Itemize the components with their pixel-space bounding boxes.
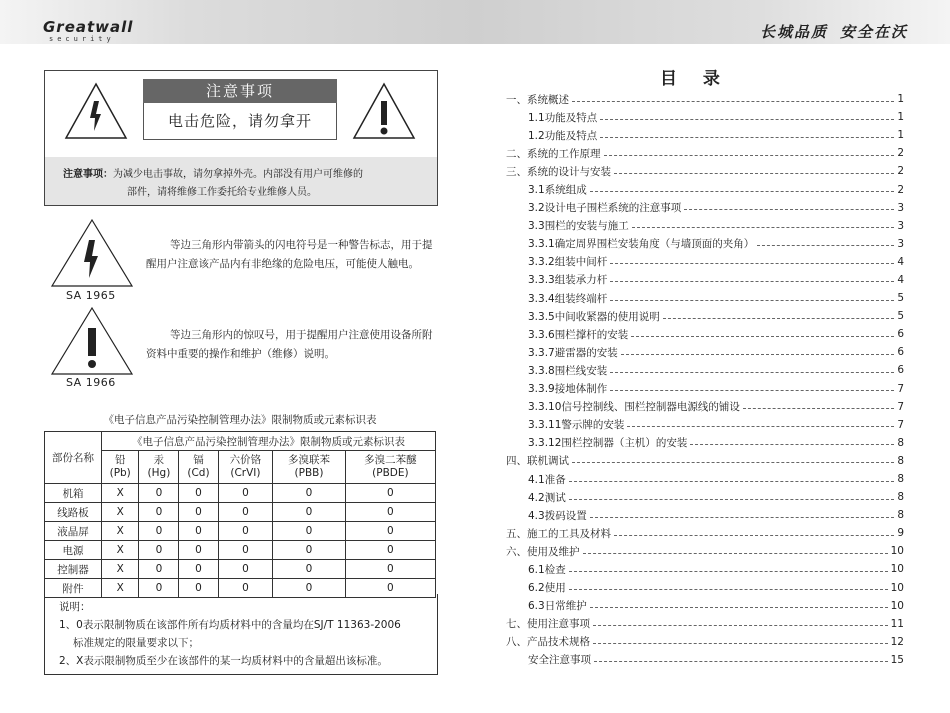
toc-entry-label: 3.3.3组装承力杆 bbox=[528, 274, 608, 287]
substance-cell: 0 bbox=[179, 579, 218, 598]
column-header-cn: 汞 bbox=[153, 454, 165, 466]
substance-cell: 0 bbox=[139, 484, 179, 503]
substance-cell: 0 bbox=[139, 541, 179, 560]
toc-entry-label: 4.1准备 bbox=[528, 473, 566, 486]
table-row bbox=[45, 560, 436, 579]
column-header bbox=[273, 451, 345, 484]
toc-entry-label: 六、使用及维护 bbox=[506, 545, 580, 558]
toc-entry[interactable] bbox=[506, 271, 904, 289]
toc-leader bbox=[743, 408, 894, 409]
column-header-cn: 多溴二苯醚 bbox=[364, 454, 417, 466]
toc-leader bbox=[569, 589, 888, 590]
toc-leader bbox=[600, 119, 894, 120]
substance-cell: 0 bbox=[273, 541, 345, 560]
toc-entry[interactable] bbox=[506, 542, 904, 560]
substance-cell: 0 bbox=[345, 503, 435, 522]
toc-entry-page: 2 bbox=[897, 183, 904, 196]
toc-entry-label: 6.3日常维护 bbox=[528, 600, 587, 613]
toc-entry-label: 七、使用注意事项 bbox=[506, 618, 590, 631]
slogan-part-1: 长城品质 bbox=[759, 23, 828, 41]
toc-leader bbox=[572, 462, 894, 463]
toc-entry-label: 4.2测试 bbox=[528, 491, 566, 504]
notes-title: 说明： bbox=[59, 601, 91, 613]
toc-entry[interactable] bbox=[506, 289, 904, 307]
toc-leader bbox=[593, 643, 888, 644]
toc-entry[interactable] bbox=[506, 307, 904, 325]
toc-entry-page: 4 bbox=[897, 273, 904, 286]
part-name-cell: 液晶屏 bbox=[45, 522, 102, 541]
toc-entry-label: 3.3.2组装中间杆 bbox=[528, 256, 608, 269]
toc-leader bbox=[632, 227, 895, 228]
substance-cell: 0 bbox=[273, 560, 345, 579]
toc-entry[interactable] bbox=[506, 560, 904, 578]
substance-cell: 0 bbox=[273, 503, 345, 522]
toc-leader bbox=[590, 607, 888, 608]
substance-cell: 0 bbox=[345, 560, 435, 579]
toc-leader bbox=[757, 245, 894, 246]
toc-entry-page: 12 bbox=[890, 635, 904, 648]
column-header-en: (Hg) bbox=[147, 467, 171, 479]
substance-cell: 0 bbox=[218, 522, 273, 541]
substance-cell: 0 bbox=[179, 522, 218, 541]
toc-entry-label: 3.3.4组装终端杆 bbox=[528, 292, 608, 305]
toc-entry-page: 7 bbox=[897, 418, 904, 431]
substance-cell: 0 bbox=[218, 541, 273, 560]
toc-leader bbox=[594, 661, 888, 662]
toc-entry-page: 8 bbox=[897, 454, 904, 467]
toc-entry[interactable] bbox=[506, 651, 904, 669]
warning-note-label: 注意事项： bbox=[63, 169, 113, 180]
substance-cell: 0 bbox=[218, 503, 273, 522]
warning-message: 电击危险，请勿拿开 bbox=[143, 103, 337, 140]
toc-leader bbox=[593, 625, 888, 626]
toc-entry-page: 7 bbox=[897, 400, 904, 413]
hazardous-substance-table bbox=[44, 431, 436, 598]
toc-entry[interactable] bbox=[506, 199, 904, 217]
toc-entry-page: 9 bbox=[897, 527, 904, 540]
column-header-cn: 六价铬 bbox=[229, 454, 262, 466]
symbol-desc-2: 等边三角形内的惊叹号，用于提醒用户注意使用设备所附资料中重要的操作和维护（维修）说明。 bbox=[146, 329, 433, 360]
toc-leader bbox=[590, 517, 895, 518]
toc-entry-label: 3.2设计电子围栏系统的注意事项 bbox=[528, 202, 682, 215]
part-name-cell: 控制器 bbox=[45, 560, 102, 579]
substance-cell: 0 bbox=[273, 522, 345, 541]
toc-entry-label: 1.1功能及特点 bbox=[528, 111, 598, 124]
note-1b: 标准规定的限量要求以下； bbox=[73, 637, 199, 649]
substance-cell: 0 bbox=[179, 484, 218, 503]
warning-note-line1: 为减少电击事故，请勿拿掉外壳。内部没有用户可维修的 bbox=[113, 169, 363, 180]
toc-leader bbox=[621, 354, 895, 355]
toc-entry-page: 7 bbox=[897, 382, 904, 395]
toc-entry[interactable] bbox=[506, 615, 904, 633]
substance-cell: 0 bbox=[345, 579, 435, 598]
toc-entry-page: 8 bbox=[897, 491, 904, 504]
toc-entry-page: 15 bbox=[890, 653, 904, 666]
toc-entry-page: 8 bbox=[897, 473, 904, 486]
brand-logo bbox=[43, 20, 133, 43]
toc-leader bbox=[610, 263, 894, 264]
substance-cell: 0 bbox=[179, 560, 218, 579]
toc-leader bbox=[614, 535, 894, 536]
toc-entry-label: 3.3.9接地体制作 bbox=[528, 383, 608, 396]
toc-entry[interactable] bbox=[506, 90, 904, 108]
column-header bbox=[139, 451, 179, 484]
toc-entry-page: 3 bbox=[897, 201, 904, 214]
toc-leader bbox=[590, 191, 895, 192]
logo-sub-text: security bbox=[49, 35, 115, 43]
substance-cell: 0 bbox=[273, 579, 345, 598]
toc-entry-label: 4.3拨码设置 bbox=[528, 509, 587, 522]
warning-box bbox=[44, 70, 438, 206]
lightning-warning-icon bbox=[63, 81, 129, 141]
toc-entry-label: 3.3.5中间收紧器的使用说明 bbox=[528, 310, 660, 323]
toc-entry-label: 二、系统的工作原理 bbox=[506, 147, 601, 160]
column-header bbox=[345, 451, 435, 484]
note-2: 2、X表示限制物质至少在该部件的某一均质材料中的含量超出该标准。 bbox=[59, 655, 388, 667]
symbol-desc-1: 等边三角形内带箭头的闪电符号是一种警告标志，用于提醒用户注意该产品内有非绝缘的危险电压，可能使人触电。 bbox=[146, 239, 433, 270]
toc-entry-page: 3 bbox=[897, 237, 904, 250]
substance-cell: 0 bbox=[273, 484, 345, 503]
toc-leader bbox=[684, 209, 894, 210]
exclamation-warning-icon bbox=[351, 81, 417, 141]
toc-entry[interactable] bbox=[506, 506, 904, 524]
substance-cell: 0 bbox=[139, 522, 179, 541]
toc-leader bbox=[610, 372, 894, 373]
toc-entry-page: 6 bbox=[897, 364, 904, 377]
toc-entry-page: 6 bbox=[897, 346, 904, 359]
substance-cell: 0 bbox=[345, 522, 435, 541]
column-header bbox=[102, 451, 139, 484]
toc-entry[interactable] bbox=[506, 452, 904, 470]
toc-entry[interactable] bbox=[506, 597, 904, 615]
toc-entry-page: 11 bbox=[890, 617, 904, 630]
toc-entry-page: 5 bbox=[897, 292, 904, 305]
toc-leader bbox=[627, 426, 894, 427]
toc-entry-page: 10 bbox=[890, 563, 904, 576]
toc-entry[interactable] bbox=[506, 217, 904, 235]
toc-entry-page: 1 bbox=[897, 111, 904, 124]
toc-entry[interactable] bbox=[506, 470, 904, 488]
toc-entry[interactable] bbox=[506, 361, 904, 379]
table-notes bbox=[44, 594, 438, 675]
toc-entry-label: 1.2功能及特点 bbox=[528, 129, 598, 142]
toc-leader bbox=[569, 481, 895, 482]
toc-entry-label: 3.3.1确定周界围栏安装角度（与墙顶面的夹角） bbox=[528, 238, 755, 251]
toc-entry[interactable] bbox=[506, 235, 904, 253]
toc-entry[interactable] bbox=[506, 180, 904, 198]
substance-cell: 0 bbox=[179, 541, 218, 560]
column-header bbox=[218, 451, 273, 484]
toc-entry-label: 3.3.6围栏撑杆的安装 bbox=[528, 328, 629, 341]
toc-entry-label: 五、施工的工具及材料 bbox=[506, 527, 611, 540]
toc-entry[interactable] bbox=[506, 253, 904, 271]
note-1a: 1、0表示限制物质在该部件所有均质材料中的含量均在SJ/T 11363-2006 bbox=[59, 619, 401, 631]
toc-entry-label: 3.1系统组成 bbox=[528, 184, 587, 197]
part-name-cell: 电源 bbox=[45, 541, 102, 560]
toc-leader bbox=[569, 499, 895, 500]
toc-entry-page: 1 bbox=[897, 129, 904, 142]
toc-entry-page: 2 bbox=[897, 165, 904, 178]
toc-entry-page: 10 bbox=[890, 581, 904, 594]
substance-cell: 0 bbox=[139, 560, 179, 579]
table-row bbox=[45, 522, 436, 541]
part-name-cell: 线路板 bbox=[45, 503, 102, 522]
column-header-cn: 镉 bbox=[193, 454, 204, 466]
toc-entry-label: 3.3.11警示牌的安装 bbox=[528, 419, 625, 432]
slogan-part-2: 安全在沃 bbox=[839, 23, 908, 41]
toc-entry[interactable] bbox=[506, 126, 904, 144]
table-of-contents bbox=[506, 90, 904, 669]
exclamation-triangle-icon bbox=[50, 306, 134, 376]
toc-leader bbox=[610, 300, 894, 301]
slogan bbox=[760, 21, 908, 42]
warning-note-line2: 部件，请将维修工作委托给专业维修人员。 bbox=[127, 187, 317, 198]
substance-cell: X bbox=[102, 484, 139, 503]
lightning-triangle-icon bbox=[50, 218, 134, 288]
toc-leader bbox=[610, 390, 894, 391]
column-header-en: (CrVI) bbox=[230, 467, 261, 479]
substance-cell: 0 bbox=[218, 484, 273, 503]
substance-cell: 0 bbox=[345, 484, 435, 503]
logo-main-text: Greatwall bbox=[43, 18, 134, 36]
part-name-cell: 附件 bbox=[45, 579, 102, 598]
substance-cell: X bbox=[102, 560, 139, 579]
symbol-label-2: SA 1966 bbox=[66, 376, 116, 389]
toc-entry-page: 10 bbox=[890, 599, 904, 612]
column-header-en: (PBDE) bbox=[372, 467, 409, 479]
warning-note bbox=[63, 166, 423, 202]
toc-entry-page: 8 bbox=[897, 436, 904, 449]
toc-entry-label: 安全注意事项 bbox=[528, 654, 591, 667]
toc-entry[interactable] bbox=[506, 434, 904, 452]
header-bar bbox=[0, 0, 950, 44]
toc-leader bbox=[631, 336, 894, 337]
toc-entry-label: 6.2使用 bbox=[528, 582, 566, 595]
toc-title: 目 录 bbox=[660, 69, 730, 89]
table-row bbox=[45, 503, 436, 522]
toc-entry[interactable] bbox=[506, 398, 904, 416]
substance-cell: X bbox=[102, 541, 139, 560]
toc-entry[interactable] bbox=[506, 633, 904, 651]
toc-leader bbox=[604, 155, 895, 156]
column-header-cn: 铅 bbox=[114, 454, 126, 466]
substance-cell: 0 bbox=[345, 541, 435, 560]
substance-cell: X bbox=[102, 503, 139, 522]
toc-entry-label: 四、联机调试 bbox=[506, 455, 569, 468]
toc-entry[interactable] bbox=[506, 380, 904, 398]
table-row bbox=[45, 484, 436, 503]
toc-entry-page: 5 bbox=[897, 310, 904, 323]
toc-leader bbox=[610, 281, 894, 282]
column-header-en: (Cd) bbox=[187, 467, 210, 479]
toc-leader bbox=[663, 318, 895, 319]
toc-entry-label: 6.1检查 bbox=[528, 563, 566, 576]
toc-leader bbox=[583, 553, 888, 554]
toc-entry[interactable] bbox=[506, 416, 904, 434]
substance-cell: 0 bbox=[218, 560, 273, 579]
substance-cell: X bbox=[102, 522, 139, 541]
part-name-header: 部份名称 bbox=[45, 432, 102, 484]
toc-entry-label: 3.3.7避雷器的安装 bbox=[528, 346, 618, 359]
toc-entry-page: 6 bbox=[897, 328, 904, 341]
toc-entry[interactable] bbox=[506, 325, 904, 343]
toc-entry[interactable] bbox=[506, 579, 904, 597]
toc-entry-page: 10 bbox=[890, 545, 904, 558]
toc-leader bbox=[572, 101, 894, 102]
toc-entry-page: 8 bbox=[897, 509, 904, 522]
toc-entry-label: 一、系统概述 bbox=[506, 93, 569, 106]
substance-cell: 0 bbox=[139, 503, 179, 522]
table-inner-caption: 《电子信息产品污染控制管理办法》限制物质或元素标识表 bbox=[102, 432, 436, 451]
toc-entry-label: 三、系统的设计与安装 bbox=[506, 165, 611, 178]
toc-entry[interactable] bbox=[506, 162, 904, 180]
part-name-cell: 机箱 bbox=[45, 484, 102, 503]
toc-leader bbox=[614, 173, 894, 174]
substance-cell: 0 bbox=[179, 503, 218, 522]
column-header-en: (Pb) bbox=[109, 467, 131, 479]
toc-leader bbox=[569, 571, 888, 572]
toc-entry[interactable] bbox=[506, 343, 904, 361]
column-header-en: (PBB) bbox=[294, 467, 324, 479]
substance-cell: 0 bbox=[139, 579, 179, 598]
symbol-label-1: SA 1965 bbox=[66, 289, 116, 302]
column-header bbox=[179, 451, 218, 484]
toc-entry-label: 3.3.10信号控制线、围栏控制器电源线的铺设 bbox=[528, 401, 740, 414]
toc-entry-page: 2 bbox=[897, 147, 904, 160]
column-header-cn: 多溴联苯 bbox=[288, 454, 331, 466]
toc-entry-page: 1 bbox=[897, 93, 904, 106]
toc-entry[interactable] bbox=[506, 524, 904, 542]
toc-entry-page: 4 bbox=[897, 255, 904, 268]
toc-entry-label: 八、产品技术规格 bbox=[506, 636, 590, 649]
substance-cell: X bbox=[102, 579, 139, 598]
table-row bbox=[45, 541, 436, 560]
toc-entry[interactable] bbox=[506, 488, 904, 506]
toc-entry-label: 3.3.8围栏线安装 bbox=[528, 364, 608, 377]
toc-entry-label: 3.3.12围栏控制器（主机）的安装 bbox=[528, 437, 688, 450]
toc-leader bbox=[600, 137, 894, 138]
warning-title: 注意事项 bbox=[143, 79, 337, 103]
toc-entry-page: 3 bbox=[897, 219, 904, 232]
toc-entry-label: 3.3围栏的安装与施工 bbox=[528, 220, 629, 233]
toc-entry[interactable] bbox=[506, 144, 904, 162]
substance-cell: 0 bbox=[218, 579, 273, 598]
toc-entry[interactable] bbox=[506, 108, 904, 126]
toc-leader bbox=[690, 444, 894, 445]
table-caption: 《电子信息产品污染控制管理办法》限制物质或元素标识表 bbox=[103, 414, 377, 426]
